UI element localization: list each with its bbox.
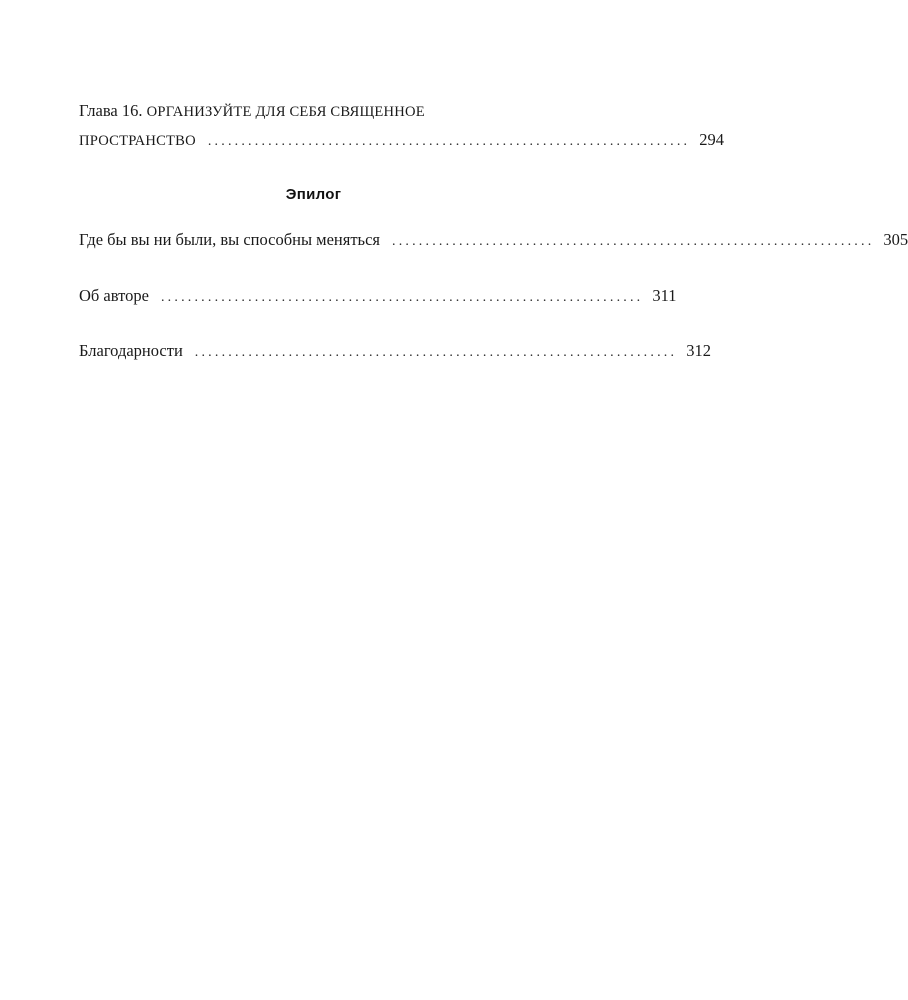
toc-entry-line-2: [79, 130, 725, 152]
toc-entry-chapter-16: [79, 101, 725, 152]
toc-entry-title: Где бы вы ни были, вы способны меняться: [79, 230, 380, 249]
toc-entry: [79, 230, 908, 252]
page-number: 311: [652, 286, 677, 305]
toc-entry-title: Об авторе: [79, 286, 149, 305]
toc-entry-line-1: [79, 101, 548, 122]
toc-entry: [79, 341, 711, 363]
toc-entry: [79, 286, 677, 308]
dot-leader: ........................................................................: [194, 345, 678, 360]
section-heading-epilogue: Эпилог: [285, 186, 342, 203]
toc-entry-title-line-1: [79, 101, 425, 122]
chapter-title-line-1: ОРГАНИЗУЙТЕ ДЛЯ СЕБЯ СВЯЩЕННОЕ: [146, 104, 425, 120]
toc-entry-line: [79, 341, 711, 363]
chapter-title-line-2: ПРОСТРАНСТВО: [79, 133, 196, 149]
dot-leader: ........................................................................: [160, 290, 644, 305]
toc-entry-title-line-2: [79, 130, 196, 151]
page-number: 294: [699, 130, 725, 149]
toc-entry-line: [79, 230, 908, 252]
toc-entry-line: [79, 286, 677, 308]
dot-leader: ........................................................................: [207, 134, 691, 149]
page-number: 305: [883, 230, 908, 249]
page-number: 312: [686, 341, 711, 360]
toc-entry-title: Благодарности: [79, 341, 183, 360]
dot-leader: ........................................................................: [392, 234, 875, 249]
chapter-prefix: Глава 16.: [79, 101, 143, 120]
